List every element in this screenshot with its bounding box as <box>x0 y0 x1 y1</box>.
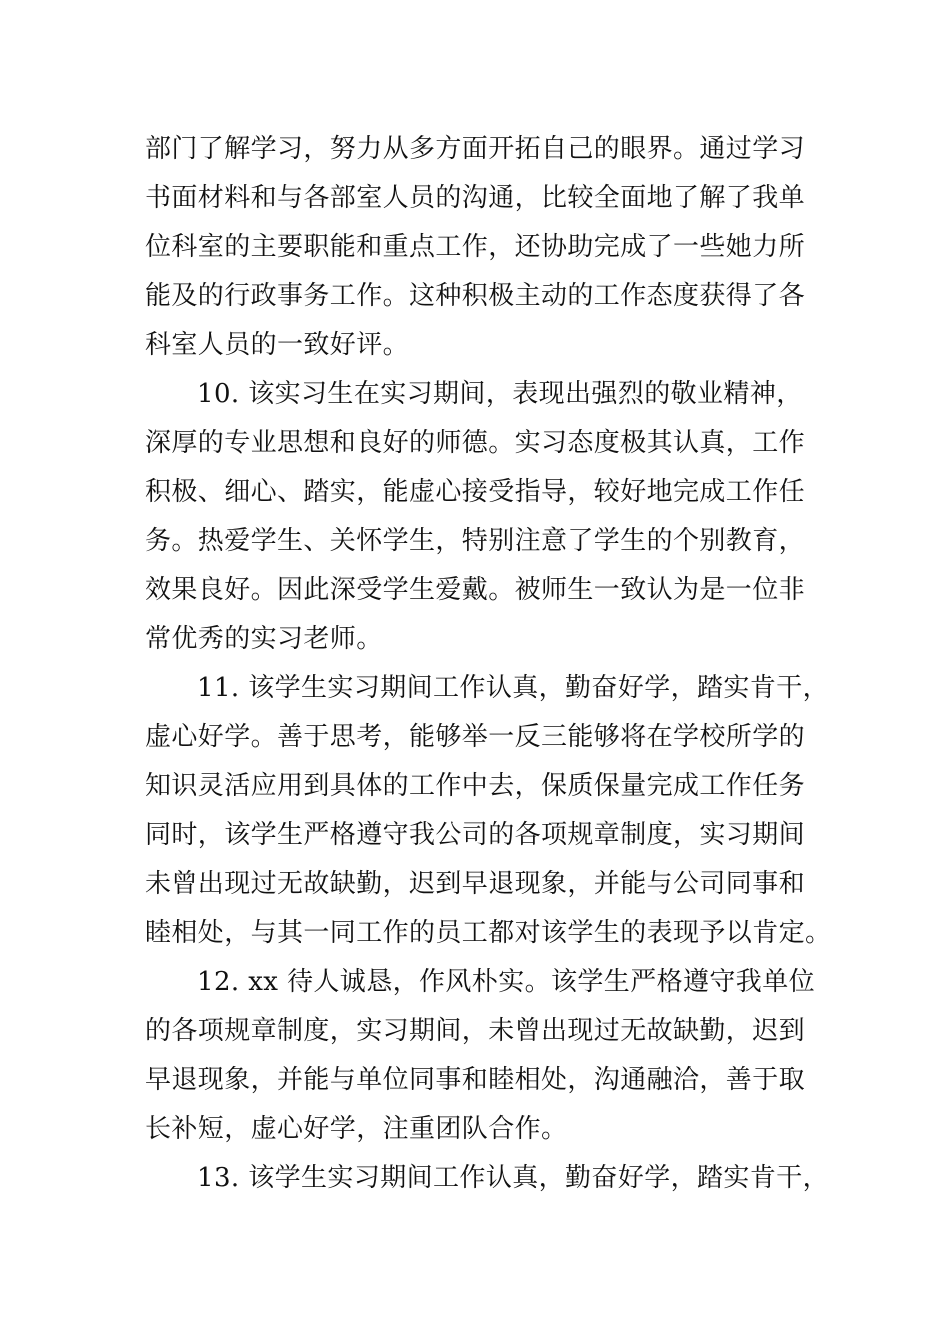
text-line: 务。热爱学生、关怀学生，特别注意了学生的个别教育， <box>145 526 806 556</box>
paragraph-11-start: 11. 该学生实习期间工作认真，勤奋好学，踏实肯干， <box>197 673 830 703</box>
text-line: 同时，该学生严格遵守我公司的各项规章制度，实习期间 <box>145 820 806 850</box>
text-line: 效果良好。因此深受学生爱戴。被师生一致认为是一位非 <box>145 575 806 605</box>
text-line: 的各项规章制度，实习期间，未曾出现过无故缺勤，迟到 <box>145 1016 806 1046</box>
text-line: 积极、细心、踏实，能虚心接受指导，较好地完成工作任 <box>145 477 806 507</box>
text-line: 书面材料和与各部室人员的沟通，比较全面地了解了我单 <box>145 183 806 213</box>
text-line: 常优秀的实习老师。 <box>145 624 383 654</box>
text-line: 长补短，虚心好学，注重团队合作。 <box>145 1114 568 1144</box>
text-line: 虚心好学。善于思考，能够举一反三能够将在学校所学的 <box>145 722 806 752</box>
text-line: 深厚的专业思想和良好的师德。实习态度极其认真，工作 <box>145 428 806 458</box>
text-line: 位科室的主要职能和重点工作，还协助完成了一些她力所 <box>145 232 806 262</box>
text-line: 科室人员的一致好评。 <box>145 330 410 360</box>
paragraph-12-start: 12. xx 待人诚恳，作风朴实。该学生严格遵守我单位 <box>197 967 816 997</box>
text-line: 能及的行政事务工作。这种积极主动的工作态度获得了各 <box>145 281 806 311</box>
paragraph-13-start: 13. 该学生实习期间工作认真，勤奋好学，踏实肯干， <box>197 1163 830 1193</box>
paragraph-10-start: 10. 该实习生在实习期间，表现出强烈的敬业精神， <box>197 379 803 409</box>
text-line: 早退现象，并能与单位同事和睦相处，沟通融洽，善于取 <box>145 1065 806 1095</box>
text-line: 部门了解学习，努力从多方面开拓自己的眼界。通过学习 <box>145 134 806 164</box>
text-line: 睦相处，与其一同工作的员工都对该学生的表现予以肯定。 <box>145 918 832 948</box>
text-line: 知识灵活应用到具体的工作中去，保质保量完成工作任务 <box>145 771 806 801</box>
text-line: 未曾出现过无故缺勤，迟到早退现象，并能与公司同事和 <box>145 869 806 899</box>
